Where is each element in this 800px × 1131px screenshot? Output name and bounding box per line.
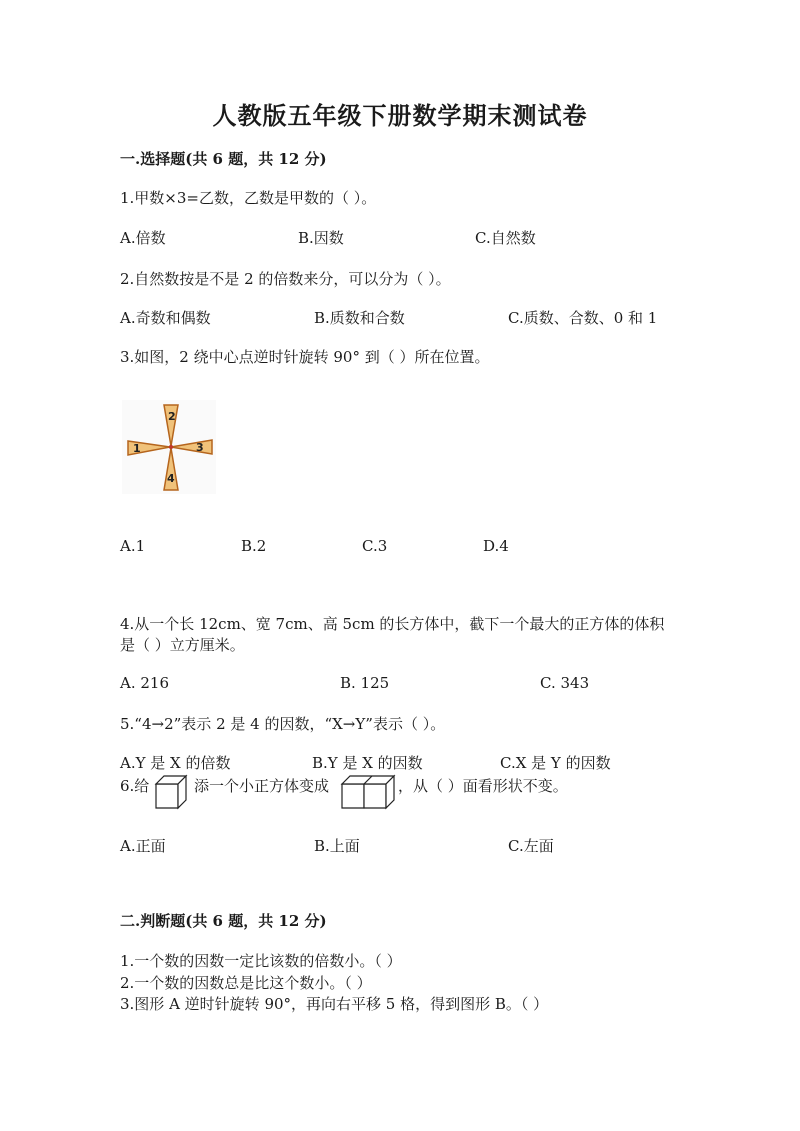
page-title: 人教版五年级下册数学期末测试卷: [212, 101, 588, 130]
q1-option-c: C.自然数: [475, 229, 536, 247]
q1-text: 1.甲数×3=乙数，乙数是甲数的（ ）。: [120, 189, 377, 207]
q1-option-a: A.倍数: [120, 229, 166, 247]
q3-text: 3.如图，2 绕中心点逆时针旋转 90° 到（ ）所在位置。: [120, 348, 490, 366]
q1-option-b: B.因数: [298, 229, 344, 247]
q4-text-line1: 4.从一个长 12cm、宽 7cm、高 5cm 的长方体中，截下一个最大的正方体的体积: [120, 615, 665, 633]
judge-item-2: 2.一个数的因数总是比这个数小。（ ）: [120, 974, 372, 992]
center-point: [169, 445, 173, 449]
blade-label-1: 1: [133, 442, 141, 455]
q2-text: 2.自然数按是不是 2 的倍数来分，可以分为（ ）。: [120, 270, 451, 288]
q3-option-d: D.4: [483, 537, 509, 555]
judge-item-1: 1.一个数的因数一定比该数的倍数小。（ ）: [120, 952, 402, 970]
q5-text: 5.“4→2”表示 2 是 4 的因数，“X→Y”表示（ ）。: [120, 715, 446, 733]
q6-text-part2: 添一个小正方体变成: [194, 777, 330, 795]
q5-option-b: B.Y 是 X 的因数: [312, 754, 423, 772]
blade-label-4: 4: [167, 472, 175, 485]
q6-double-cube-figure: [340, 772, 398, 812]
pinwheel-svg: [122, 400, 216, 494]
q6-option-a: A.正面: [120, 837, 166, 855]
q6-text-part3: ，从（ ）面看形状不变。: [398, 777, 568, 795]
q5-option-a: A.Y 是 X 的倍数: [120, 754, 231, 772]
blade-label-2: 2: [168, 410, 176, 423]
q6-option-c: C.左面: [508, 837, 554, 855]
q6-single-cube-figure: [154, 772, 190, 812]
q2-option-a: A.奇数和偶数: [120, 309, 211, 327]
judge-item-3: 3.图形 A 逆时针旋转 90°，再向右平移 5 格，得到图形 B。（ ）: [120, 995, 549, 1013]
q3-option-b: B.2: [241, 537, 267, 555]
blade-label-3: 3: [196, 441, 204, 454]
q2-option-b: B.质数和合数: [314, 309, 405, 327]
q2-option-c: C.质数、合数、0 和 1: [508, 309, 658, 327]
blade-3: [171, 440, 212, 454]
q3-pinwheel-figure: [122, 400, 216, 494]
q6-option-b: B.上面: [314, 837, 360, 855]
q4-text-line2: 是（ ）立方厘米。: [120, 636, 245, 654]
q6-text-part1: 6.给: [120, 777, 150, 795]
q3-option-a: A.1: [120, 537, 146, 555]
q4-option-c: C. 343: [540, 674, 590, 692]
q4-option-b: B. 125: [340, 674, 390, 692]
q4-option-a: A. 216: [120, 674, 169, 692]
section2-heading: 二.判断题(共 6 题，共 12 分): [120, 912, 327, 930]
section1-heading: 一.选择题(共 6 题，共 12 分): [120, 150, 327, 168]
q5-option-c: C.X 是 Y 的因数: [500, 754, 611, 772]
q3-option-c: C.3: [362, 537, 388, 555]
